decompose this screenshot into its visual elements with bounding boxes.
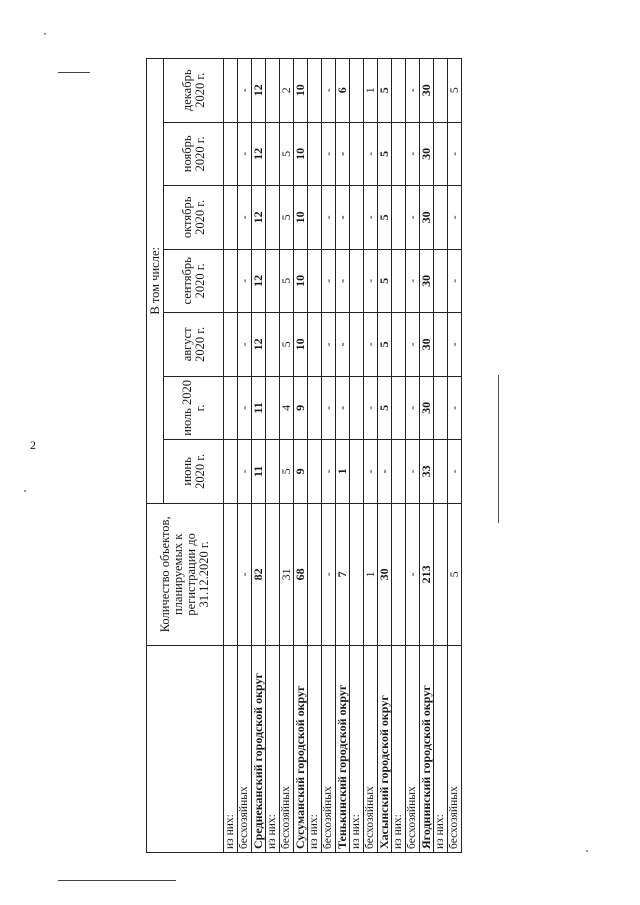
month-cell: 30 [420, 122, 434, 186]
month-cell: - [378, 440, 392, 504]
month-cell: 5 [378, 249, 392, 313]
table-row [392, 59, 406, 853]
scan-speck [586, 850, 588, 852]
month-cell: 10 [294, 249, 308, 313]
month-cell [434, 376, 448, 440]
month-cell: 10 [294, 122, 308, 186]
month-cell [224, 122, 238, 186]
month-cell: - [238, 313, 252, 377]
month-cell [350, 376, 364, 440]
table-row [322, 59, 336, 853]
month-cell: - [448, 440, 462, 504]
month-cell [392, 249, 406, 313]
scan-speck [44, 33, 46, 35]
month-header: ноябрь 2020 г. [164, 122, 224, 186]
month-header: сентябрь 2020 г. [164, 249, 224, 313]
month-cell: - [448, 313, 462, 377]
month-cell: - [406, 440, 420, 504]
month-cell: - [238, 186, 252, 250]
count-cell: 82 [252, 503, 266, 645]
month-cell: 5 [378, 122, 392, 186]
month-cell [224, 186, 238, 250]
month-cell: 10 [294, 313, 308, 377]
month-cell: 4 [280, 376, 294, 440]
table-row [238, 59, 252, 853]
month-cell: 11 [252, 440, 266, 504]
month-cell [308, 59, 322, 123]
month-cell [308, 249, 322, 313]
month-cell: - [322, 440, 336, 504]
month-cell: 30 [420, 249, 434, 313]
table-row [406, 59, 420, 853]
month-cell: 30 [420, 313, 434, 377]
month-cell [266, 313, 280, 377]
month-cell [392, 440, 406, 504]
month-cell: 9 [294, 440, 308, 504]
month-cell: 12 [252, 59, 266, 123]
month-cell [266, 249, 280, 313]
month-cell: 10 [294, 59, 308, 123]
table-row [336, 59, 350, 853]
month-cell [350, 440, 364, 504]
month-cell: - [364, 376, 378, 440]
rotated-table-container [146, 58, 459, 853]
month-cell: 5 [378, 186, 392, 250]
month-cell: - [448, 122, 462, 186]
month-cell: - [336, 186, 350, 250]
month-cell [434, 122, 448, 186]
scan-mark [58, 880, 176, 881]
month-cell [350, 122, 364, 186]
month-cell [266, 440, 280, 504]
count-cell [350, 503, 364, 645]
count-cell: 30 [378, 503, 392, 645]
count-cell: 68 [294, 503, 308, 645]
month-cell [392, 376, 406, 440]
month-cell [224, 59, 238, 123]
row-label: бесхозяйных [448, 646, 462, 853]
count-cell [308, 503, 322, 645]
row-label: из них: [392, 646, 406, 853]
month-cell: - [448, 249, 462, 313]
month-cell [350, 186, 364, 250]
month-cell [434, 59, 448, 123]
month-cell: - [406, 59, 420, 123]
month-cell: 5 [378, 313, 392, 377]
month-header: декабрь 2020 г. [164, 59, 224, 123]
month-cell: 9 [294, 376, 308, 440]
month-cell: - [238, 122, 252, 186]
month-cell [308, 122, 322, 186]
month-cell: - [322, 376, 336, 440]
month-cell: 5 [378, 59, 392, 123]
count-cell: 1 [364, 503, 378, 645]
month-cell: - [322, 59, 336, 123]
month-cell [308, 376, 322, 440]
month-cell: - [364, 249, 378, 313]
month-cell [266, 376, 280, 440]
row-label: бесхозяйных [238, 646, 252, 853]
table-row [266, 59, 280, 853]
month-cell: 12 [252, 186, 266, 250]
month-cell [434, 249, 448, 313]
label-header [147, 646, 224, 853]
row-label: Ягоднинский городской округ [420, 646, 434, 853]
table-row [350, 59, 364, 853]
month-cell [392, 313, 406, 377]
table-row [434, 59, 448, 853]
month-cell: - [238, 249, 252, 313]
table-row [280, 59, 294, 853]
month-cell: 1 [336, 440, 350, 504]
table-row [224, 59, 238, 853]
scan-mark [58, 72, 90, 73]
month-header: июль 2020 г. [164, 376, 224, 440]
count-cell [434, 503, 448, 645]
month-cell [266, 186, 280, 250]
month-cell [434, 440, 448, 504]
month-cell: - [364, 186, 378, 250]
month-cell [224, 313, 238, 377]
month-cell [266, 122, 280, 186]
month-cell: - [448, 376, 462, 440]
row-label: бесхозяйных [280, 646, 294, 853]
month-cell [434, 186, 448, 250]
scan-speck [24, 490, 26, 492]
month-cell: 12 [252, 249, 266, 313]
table-row [448, 59, 462, 853]
row-label: из них: [434, 646, 448, 853]
month-cell: - [336, 249, 350, 313]
row-label: бесхозяйных [364, 646, 378, 853]
count-cell [392, 503, 406, 645]
table-row [420, 59, 434, 853]
month-cell: 33 [420, 440, 434, 504]
month-cell: - [336, 122, 350, 186]
month-cell [266, 59, 280, 123]
month-cell: - [406, 186, 420, 250]
table-row [308, 59, 322, 853]
month-cell: 30 [420, 376, 434, 440]
month-cell: - [364, 313, 378, 377]
month-cell [392, 186, 406, 250]
row-label: из них: [266, 646, 280, 853]
registration-table [146, 58, 462, 853]
month-cell: 12 [252, 313, 266, 377]
row-label: Среднеканский городской округ [252, 646, 266, 853]
count-cell: 7 [336, 503, 350, 645]
scan-mark [498, 375, 499, 523]
month-cell: 5 [448, 59, 462, 123]
row-label: из них: [224, 646, 238, 853]
page-number: 2 [30, 438, 36, 452]
month-header: октябрь 2020 г. [164, 186, 224, 250]
month-cell: 5 [280, 313, 294, 377]
month-cell [224, 249, 238, 313]
month-cell [392, 59, 406, 123]
month-cell: - [406, 122, 420, 186]
month-cell: - [238, 376, 252, 440]
month-cell: 1 [364, 59, 378, 123]
month-cell [224, 440, 238, 504]
count-cell: 213 [420, 503, 434, 645]
row-label: Тенькинский городской округ [336, 646, 350, 853]
count-cell: 5 [448, 503, 462, 645]
count-header: Количество объектов, планируемых к регистрации до 31.12.2020 г. [147, 503, 224, 645]
row-label: Хасынский городской округ [378, 646, 392, 853]
month-cell: - [238, 59, 252, 123]
month-cell: - [322, 186, 336, 250]
table-row [364, 59, 378, 853]
month-cell: 11 [252, 376, 266, 440]
row-label: из них: [350, 646, 364, 853]
month-cell [350, 313, 364, 377]
count-cell: 31 [280, 503, 294, 645]
table-row [294, 59, 308, 853]
month-cell: 5 [280, 186, 294, 250]
month-cell [350, 59, 364, 123]
row-label: из них: [308, 646, 322, 853]
month-cell: 5 [378, 376, 392, 440]
month-cell: - [336, 376, 350, 440]
month-cell: 10 [294, 186, 308, 250]
group-header: В том числе: [147, 59, 164, 504]
month-cell: - [406, 249, 420, 313]
month-cell [308, 440, 322, 504]
count-cell [224, 503, 238, 645]
month-cell [392, 122, 406, 186]
month-header: август 2020 г. [164, 313, 224, 377]
month-cell [350, 249, 364, 313]
count-cell: - [322, 503, 336, 645]
month-cell: - [322, 249, 336, 313]
month-cell: - [406, 313, 420, 377]
month-cell: 30 [420, 186, 434, 250]
month-cell: - [364, 440, 378, 504]
month-cell: 5 [280, 122, 294, 186]
month-cell: 30 [420, 59, 434, 123]
month-cell: - [336, 313, 350, 377]
month-cell: 6 [336, 59, 350, 123]
month-cell: 2 [280, 59, 294, 123]
row-label: бесхозяйных [322, 646, 336, 853]
month-cell [224, 376, 238, 440]
month-header: июнь 2020 г. [164, 440, 224, 504]
row-label: бесхозяйных [406, 646, 420, 853]
month-cell: 5 [280, 249, 294, 313]
month-cell: - [322, 313, 336, 377]
table-row [252, 59, 266, 853]
month-cell [308, 186, 322, 250]
month-cell: - [322, 122, 336, 186]
month-cell: 12 [252, 122, 266, 186]
month-cell [308, 313, 322, 377]
count-cell [266, 503, 280, 645]
count-cell: - [238, 503, 252, 645]
month-cell [434, 313, 448, 377]
month-cell: - [448, 186, 462, 250]
month-cell: - [364, 122, 378, 186]
count-cell: - [406, 503, 420, 645]
month-cell: 5 [280, 440, 294, 504]
table-row [378, 59, 392, 853]
month-cell: - [238, 440, 252, 504]
month-cell: - [406, 376, 420, 440]
row-label: Сусуманский городской округ [294, 646, 308, 853]
